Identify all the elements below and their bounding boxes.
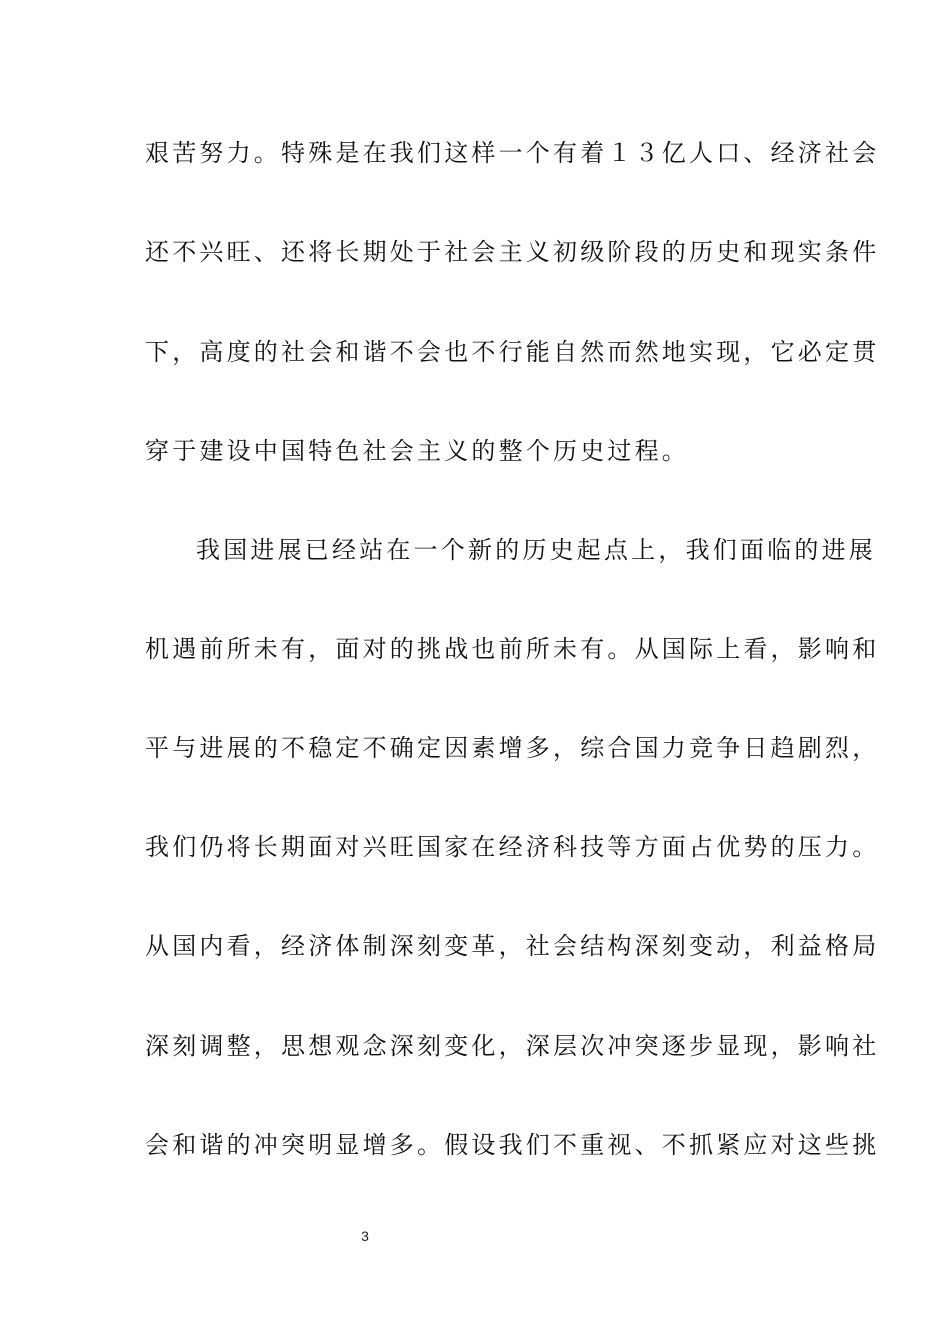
text-line: 从国内看，经济体制深刻变革，社会结构深刻变动，利益格局 bbox=[145, 932, 880, 960]
text-line: 下，高度的社会和谐不会也不行能自然而然地实现，它必定贯 bbox=[145, 338, 880, 366]
text-line: 平与进展的不稳定不确定因素增多，综合国力竞争日趋剧烈， bbox=[145, 734, 880, 762]
text-line: 机遇前所未有，面对的挑战也前所未有。从国际上看，影响和 bbox=[145, 635, 880, 663]
text-line: 我们仍将长期面对兴旺国家在经济科技等方面占优势的压力。 bbox=[145, 833, 880, 861]
text-line: 会和谐的冲突明显增多。假设我们不重视、不抓紧应对这些挑 bbox=[145, 1131, 880, 1159]
page-number: 3 bbox=[361, 1228, 369, 1244]
paragraph-first-line: 我国进展已经站在一个新的历史起点上，我们面临的进展 bbox=[196, 536, 876, 564]
text-line: 还不兴旺、还将长期处于社会主义初级阶段的历史和现实条件 bbox=[145, 238, 880, 266]
text-line: 深刻调整，思想观念深刻变化，深层次冲突逐步显现，影响社 bbox=[145, 1032, 880, 1060]
text-line: 穿于建设中国特色社会主义的整个历史过程。 bbox=[145, 437, 689, 465]
text-line: 艰苦努力。特殊是在我们这样一个有着１３亿人口、经济社会 bbox=[145, 139, 880, 167]
